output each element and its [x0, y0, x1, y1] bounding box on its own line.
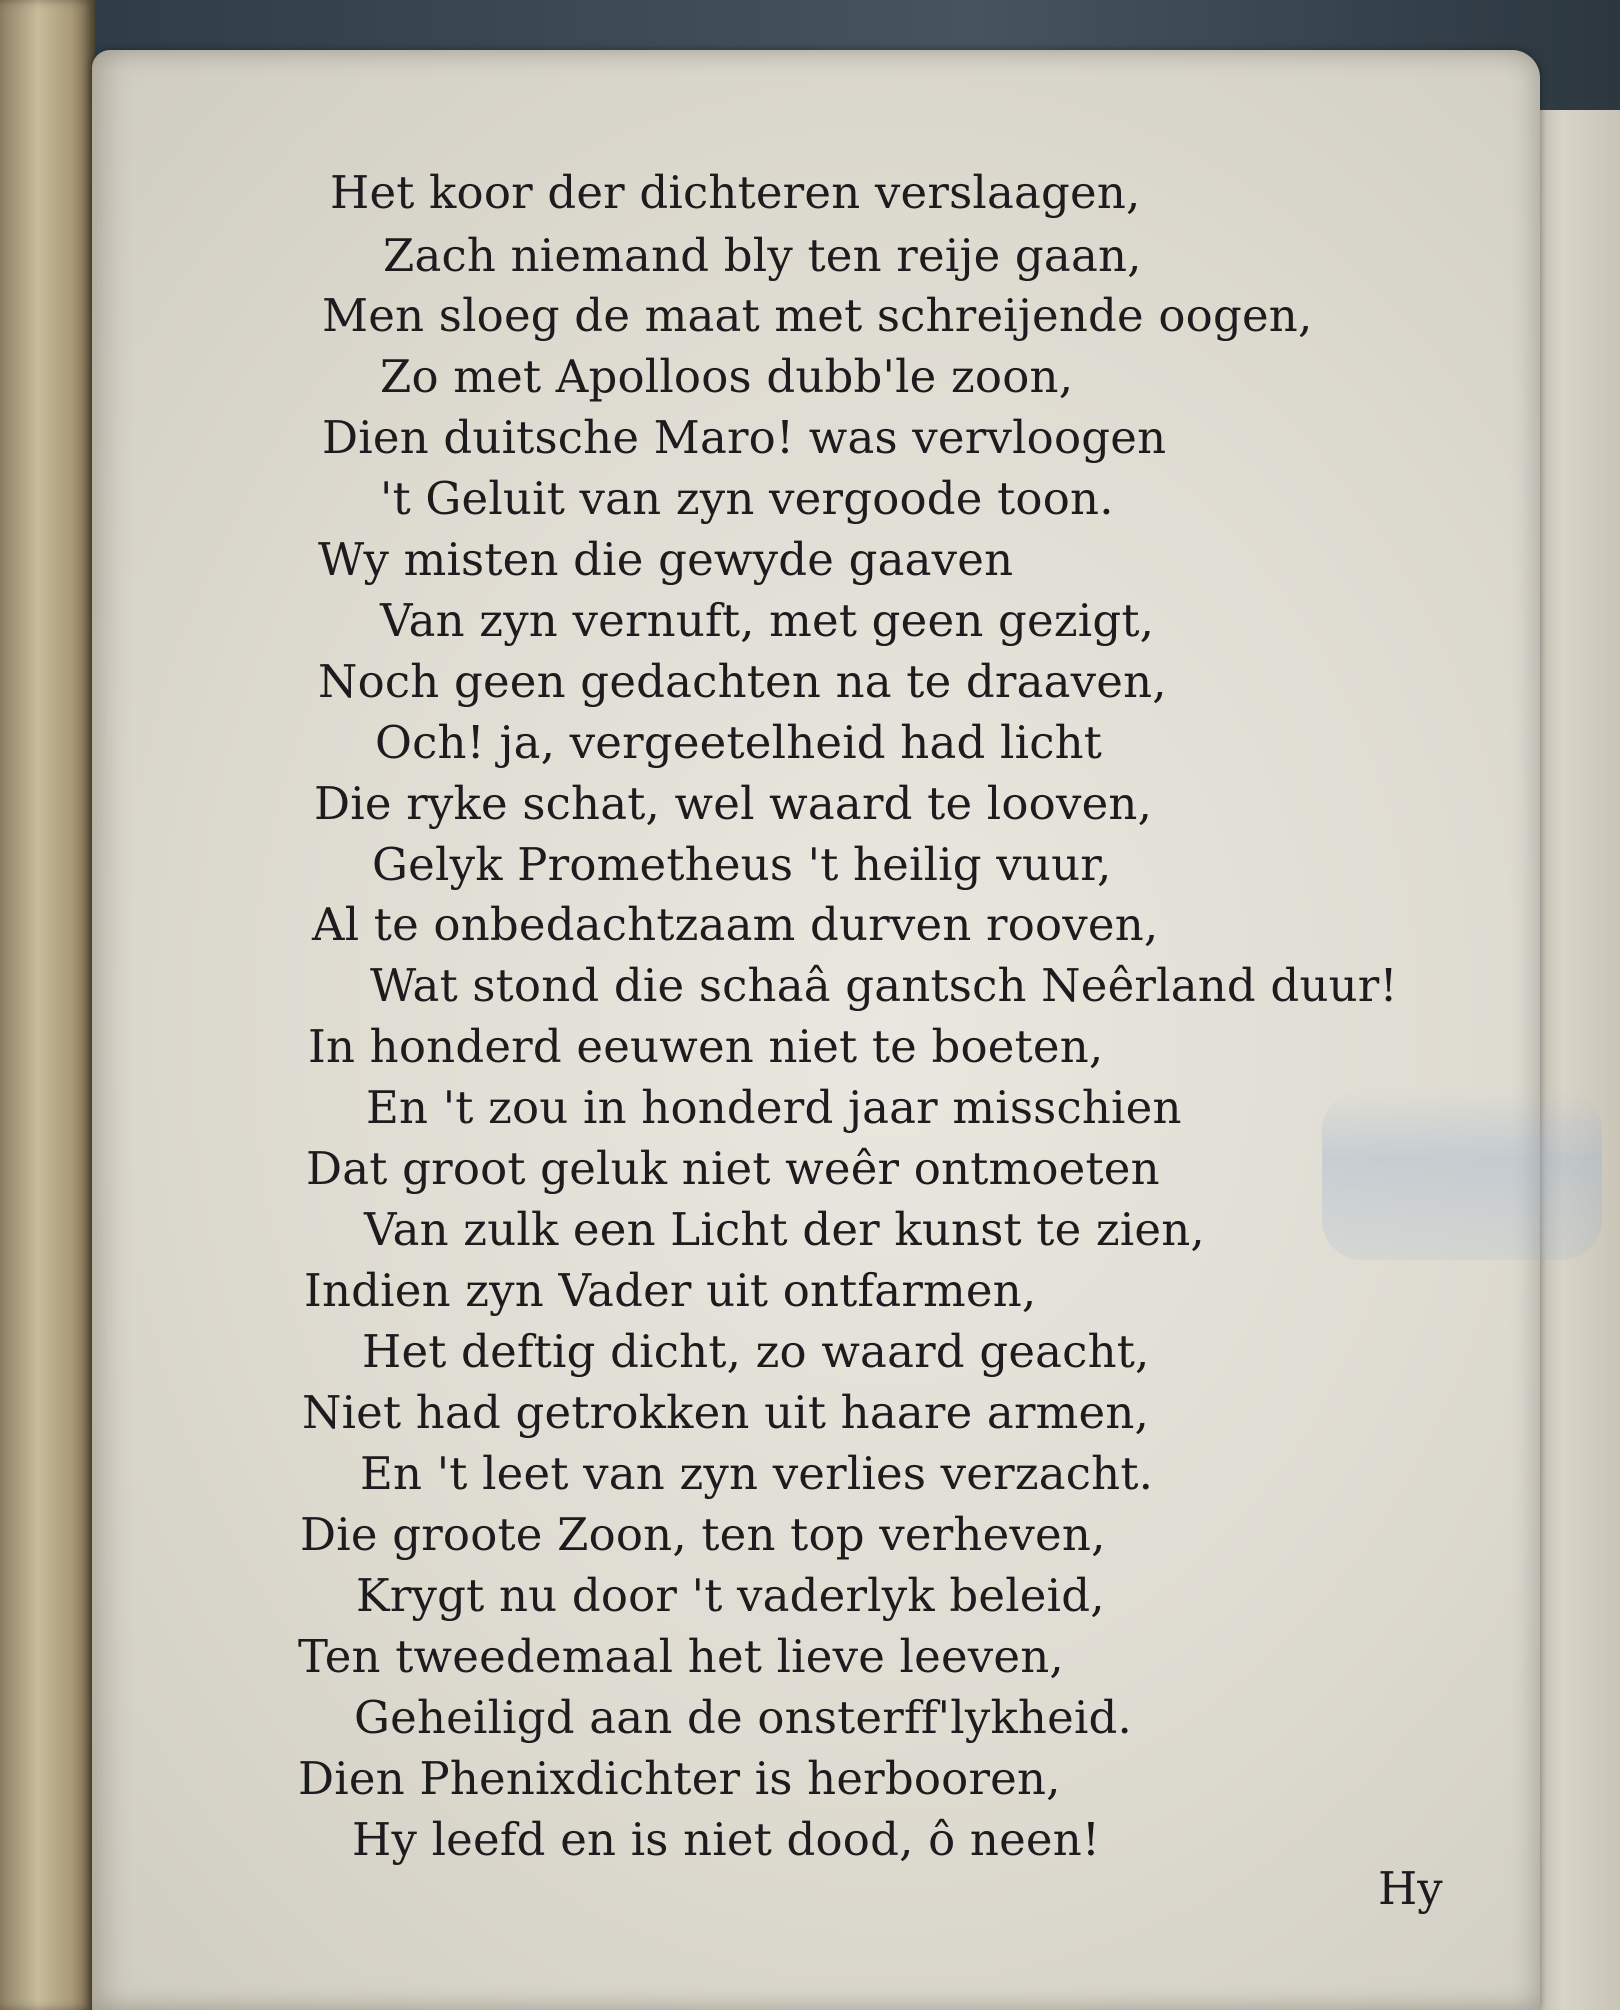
- poem-line: En 't zou in honderd jaar misschien: [366, 1081, 1182, 1134]
- poem-line: In honderd eeuwen niet te boeten,: [308, 1020, 1104, 1073]
- poem-line: Ten tweedemaal het lieve leeven,: [298, 1630, 1064, 1683]
- poem-line: Al te onbedachtzaam durven rooven,: [312, 898, 1159, 951]
- poem-line: Zach niemand bly ten reije gaan,: [383, 229, 1142, 282]
- poem-line: Noch geen gedachten na te draaven,: [318, 655, 1167, 708]
- poem-line: Men sloeg de maat met schreijende oogen,: [322, 289, 1313, 342]
- poem-line: Indien zyn Vader uit ontfarmen,: [304, 1264, 1037, 1317]
- poem-line: Van zyn vernuft, met geen gezigt,: [380, 594, 1155, 647]
- catchword: Hy: [1378, 1862, 1443, 1915]
- poem-line: Gelyk Prometheus 't heilig vuur,: [372, 838, 1112, 891]
- poem-line: Van zulk een Licht der kunst te zien,: [364, 1203, 1205, 1256]
- poem-line: Die groote Zoon, ten top verheven,: [300, 1508, 1106, 1561]
- poem-line: Het deftig dicht, zo waard geacht,: [362, 1325, 1150, 1378]
- poem-line: Die ryke schat, wel waard te looven,: [314, 777, 1153, 830]
- poem-line: Wat stond die schaâ gantsch Neêrland duur!: [370, 959, 1398, 1012]
- poem-line: Dien duitsche Maro! was vervloogen: [322, 411, 1167, 464]
- poem-line: Dien Phenixdichter is herbooren,: [298, 1752, 1061, 1805]
- poem-line: 't Geluit van zyn vergoode toon.: [380, 472, 1114, 525]
- poem-line: Het koor der dichteren verslaagen,: [330, 166, 1141, 219]
- poem-line: Zo met Apolloos dubb'le zoon,: [380, 350, 1074, 403]
- poem-line: Krygt nu door 't vaderlyk beleid,: [356, 1569, 1105, 1622]
- poem-line: En 't leet van zyn verlies verzacht.: [360, 1447, 1154, 1500]
- poem-line: Wy misten die gewyde gaaven: [318, 533, 1014, 586]
- poem-line: Och! ja, vergeetelheid had licht: [375, 716, 1103, 769]
- poem-line: Niet had getrokken uit haare armen,: [302, 1386, 1150, 1439]
- poem-line: Dat groot geluk niet weêr ontmoeten: [306, 1142, 1160, 1195]
- poem-line: Geheiligd aan de onsterff'lykheid.: [354, 1691, 1133, 1744]
- poem-line: Hy leefd en is niet dood, ô neen!: [352, 1813, 1101, 1866]
